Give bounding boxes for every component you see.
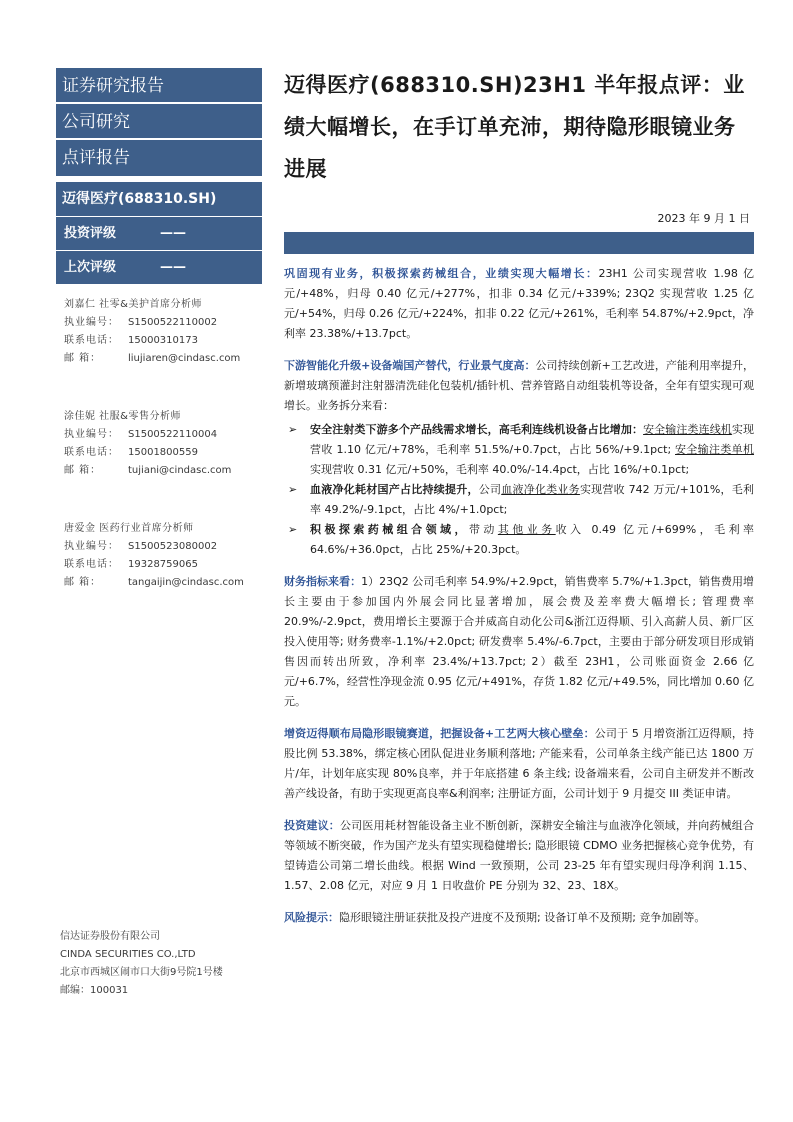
paragraph-lead: 投资建议：: [284, 819, 340, 832]
header-rule: [284, 232, 754, 254]
phone-label: 联系电话：: [64, 335, 119, 346]
previous-rating-value: ——: [160, 260, 186, 275]
bullet-lead: 安全注射类下游多个产品线需求增长，高毛利连线机设备占比增加：: [310, 423, 644, 436]
company-address: 北京市西城区闹市口大街9号院1号楼: [60, 967, 223, 978]
phone-number: 19328759065: [128, 559, 198, 570]
arrow-bullet-icon: ➢: [288, 483, 298, 496]
email-link[interactable]: tujiani@cindasc.com: [128, 465, 232, 476]
segment-name: 血液净化类业务: [501, 483, 580, 496]
bullet-text: 公司: [478, 483, 502, 496]
email-link[interactable]: liujiaren@cindasc.com: [128, 353, 241, 364]
email-label: 邮 箱：: [64, 577, 102, 588]
phone-label: 联系电话：: [64, 447, 119, 458]
paragraph-financials: [284, 572, 754, 712]
bullet-text: 实现营收 742 万元/+101%，毛利率 49.2%/-9.1pct，占比 4%/+1.0pct;: [310, 483, 755, 516]
sidebar: [56, 68, 262, 592]
paragraph-lead: 下游智能化升级+设备端国产替代，行业景气度高：: [284, 359, 536, 372]
paragraph-lead: 巩固现有业务，积极探索药械组合，业绩实现大幅增长：: [284, 267, 599, 280]
report-title: 迈得医疗(688310.SH)23H1 半年报点评：业绩大幅增长，在手订单充沛，期待隐形眼镜业务进展: [284, 73, 745, 181]
investment-rating: [56, 216, 262, 250]
analyst-name: 刘嘉仁 社零&美护首席分析师: [64, 299, 202, 310]
email-label: 邮 箱：: [64, 353, 102, 364]
analyst-block-1: [56, 296, 262, 592]
list-item: [284, 480, 754, 520]
report-body: [284, 264, 754, 928]
paragraph-lead: 增资迈得顺布局隐形眼镜赛道，把握设备+工艺两大核心壁垒：: [284, 727, 595, 740]
rating-value: ——: [160, 226, 186, 241]
license-number: S1500522110004: [128, 429, 218, 440]
business-breakdown-list: [284, 420, 754, 560]
bullet-text: 收入 0.49 亿元/+699%，毛利率 64.6%/+36.0pct，占比 25%/+20.3pct。: [310, 523, 755, 556]
segment-name: 安全输注类连线机: [643, 423, 732, 436]
company-name-cn: 信达证券股份有限公司: [60, 931, 160, 942]
paragraph-lead: 财务指标来看：: [284, 575, 362, 588]
list-item: [284, 520, 754, 560]
paragraph-text: 公司持续创新+工艺改进，产能利用率提升，新增玻璃预灌封注射器清洗硅化包装机/插针机、营养管路自动组装机等设备，全年有望实现可观增长。业务拆分来看：: [284, 359, 755, 412]
bullet-text: 实现营收 0.31 亿元/+50%，毛利率 40.0%/-14.4pct，占比 16%/+0.1pct;: [310, 463, 690, 476]
company-info: [60, 928, 260, 1000]
phone-number: 15000310173: [128, 335, 198, 346]
report-type-band: 证券研究报告: [56, 68, 262, 104]
paragraph-text: 1）23Q2 公司毛利率 54.9%/+2.9pct，销售费率 5.7%/+1.3pct，销售费用增长主要由于参加国内外展会同比显著增加，展会费及差率费大幅增长; 管理费率 20.9%/-2.9pct，费用增长主要源于合并威高自动化公司&浙江迈得顺、引入高薪人员、新厂区投入使用等; 财务费率-1.1%/+2.0pct; 研发费率 5.4%/-6.7pct，主要由于部分研发项目形成销售因而转出所致，净利率 23.4%/+13.7pct; 2）截至 23H1，公司账面资金 2.66 亿元/+6.7%，经营性净现金流 0.95 亿元/+491%，存货 1.82 亿元/+49.5%，同比增加 0.60 亿元。: [284, 575, 754, 708]
license-number: S1500522110002: [128, 317, 218, 328]
report-subtype-band: 点评报告: [56, 140, 262, 176]
arrow-bullet-icon: ➢: [288, 523, 298, 536]
bullet-text: 带动: [468, 523, 498, 536]
email-label: 邮 箱：: [64, 465, 102, 476]
phone-number: 15001800559: [128, 447, 198, 458]
license-number: S1500523080002: [128, 541, 218, 552]
license-label: 执业编号：: [64, 541, 119, 552]
arrow-bullet-icon: ➢: [288, 423, 298, 436]
segment-name: 其他业务: [497, 523, 556, 536]
report-category-band: 公司研究: [56, 104, 262, 140]
paragraph-text: 公司医用耗材智能设备主业不断创新，深耕安全输注与血液净化领域，并向药械组合等领域不断突破，作为国产龙头有望实现稳健增长; 隐形眼镜 CDMO 业务把握核心竞争优势，有望铸造公司第二增长曲线。根据 Wind 一致预期，公司 23-25 年有望实现归母净利润 1.15、1.57、2.08 亿元，对应 9 月 1 日收盘价 PE 分别为 32、23、18X。: [284, 819, 755, 892]
main-content: [284, 64, 754, 940]
stock-name: 迈得医疗(688310.SH): [56, 182, 262, 216]
rating-label: 投资评级: [64, 226, 117, 241]
phone-label: 联系电话：: [64, 559, 119, 570]
company-name-en: CINDA SECURITIES CO.,LTD: [60, 949, 196, 960]
bullet-lead: 血液净化耗材国产占比持续提升，: [310, 483, 479, 496]
bullet-text: 实现营收 1.10 亿元/+78%，毛利率 51.5%/+0.7pct，占比 56%/+9.1pct;: [310, 423, 755, 456]
bullet-lead: 积极探索药械组合领域，: [310, 523, 469, 536]
license-label: 执业编号：: [64, 429, 119, 440]
segment-name: 安全输注类单机: [675, 443, 755, 456]
paragraph-contact-lens: [284, 724, 754, 804]
paragraph-industry: [284, 356, 754, 416]
paragraph-text: 23H1 公司实现营收 1.98 亿元/+48%，归母 0.40 亿元/+277%，扣非 0.34 亿元/+339%; 23Q2 实现营收 1.25 亿元/+54%，归母 0.26 亿元/+224%，扣非 0.22 亿元/+261%，毛利率 54.87%/+2.9pct，净利率 23.38%/+13.7pct。: [284, 267, 755, 340]
previous-rating: [56, 250, 262, 284]
paragraph-text: 公司于 5 月增资浙江迈得顺，持股比例 53.38%，绑定核心团队促进业务顺利落地; 产能来看，公司单条主线产能已达 1800 万片/年，计划年底实现 80%良率，并于年底搭建 6 条主线; 设备端来看，公司自主研发并不断改善产线设备，有助于实现更高良率&利润率; 注册证方面，公司计划于 9 月提交 III 类证申请。: [284, 727, 755, 800]
company-postcode: 邮编：100031: [60, 985, 129, 996]
paragraph-investment-advice: [284, 816, 754, 896]
previous-rating-label: 上次评级: [64, 260, 117, 275]
paragraph-lead: 风险提示：: [284, 911, 339, 924]
analyst-name: 涂佳妮 社服&零售分析师: [64, 411, 181, 422]
paragraph-risk: [284, 908, 754, 928]
email-link[interactable]: tangaijin@cindasc.com: [128, 577, 244, 588]
license-label: 执业编号：: [64, 317, 119, 328]
paragraph-text: 隐形眼镜注册证获批及投产进度不及预期; 设备订单不及预期; 竞争加剧等。: [339, 911, 706, 924]
analyst-name: 唐爱金 医药行业首席分析师: [64, 523, 194, 534]
list-item: [284, 420, 754, 480]
report-date: 2023 年 9 月 1 日: [657, 212, 750, 225]
paragraph-performance: [284, 264, 754, 344]
